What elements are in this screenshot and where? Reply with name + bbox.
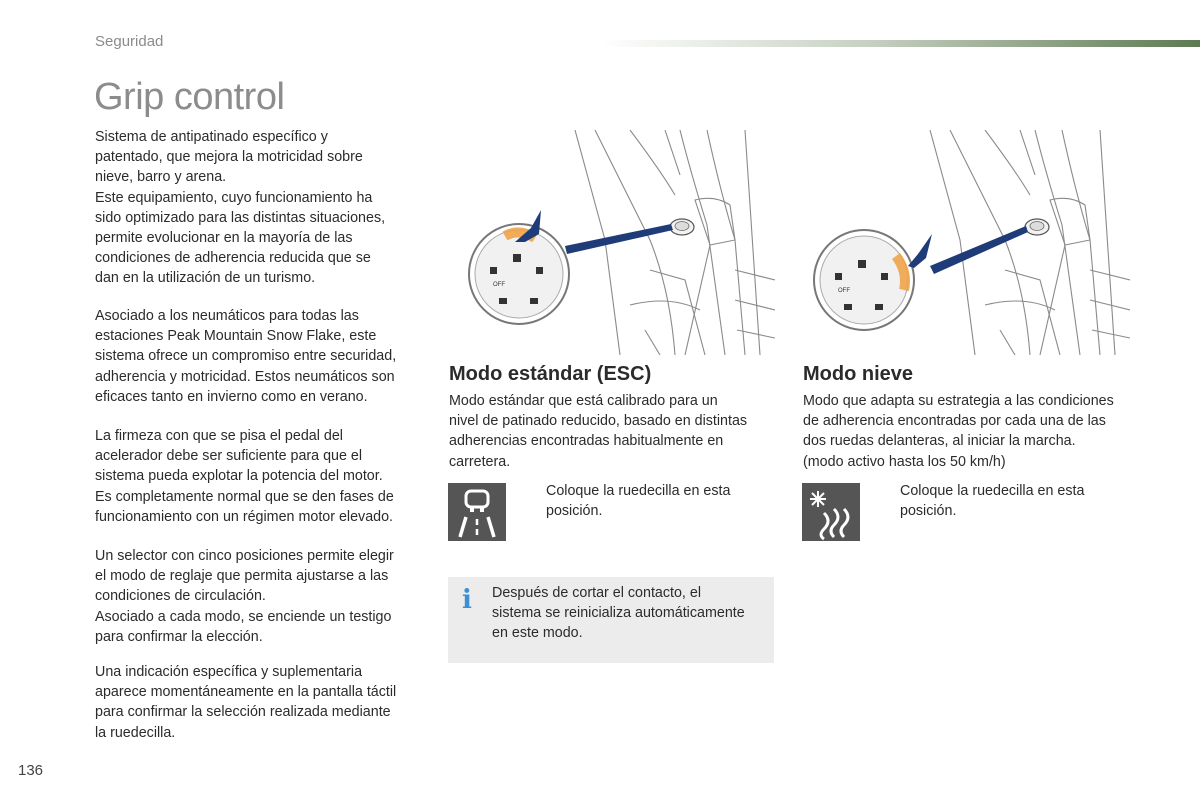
dial-off-label: OFF	[493, 282, 505, 288]
snow-mode-instruction: Coloque la ruedecilla en esta posición.	[900, 483, 1085, 520]
esc-mode-description: Modo estándar que está calibrado para un nivel de patinado reducido, basado en distintas adherencias encontradas habitualmente en carretera.	[449, 393, 748, 470]
snow-mode-icon	[802, 483, 860, 541]
esc-mode-icon	[448, 483, 506, 541]
snow-mode-description: Modo que adapta su estrategia a las condiciones de adherencia encontradas por cada una de las dos ruedas delanteras, al iniciar la marcha. (modo activo hasta los 50 km/h)	[803, 393, 1114, 470]
esc-mode-instruction: Coloque la ruedecilla en esta posición.	[546, 483, 731, 520]
tyres-paragraph: Asociado a los neumáticos para todas las estaciones Peak Mountain Snow Flake, este sistema ofrece un compromiso entre securidad, adherencia y motricidad. Estos neumáticos son eficaces tanto en invierno como en verano.	[95, 308, 397, 405]
page-number: 136	[18, 762, 44, 779]
esc-selector-illustration	[445, 130, 775, 355]
intro-paragraph: Sistema de antipatinado específico y patentado, que mejora la motricidad sobre nieve, barro y arena. Este equipamiento, cuyo funcionamiento ha sido optimizado para las distintas situaciones, permite evolucionar en la mayoría de las condiciones de adherencia reducida que se dan en la utilización de un turismo.	[95, 129, 386, 287]
info-box	[448, 577, 774, 663]
dial-off-label: OFF	[838, 288, 850, 294]
info-icon: i	[462, 585, 472, 615]
section-label: Seguridad	[95, 33, 164, 50]
header-accent-bar	[600, 40, 1200, 47]
esc-mode-title: Modo estándar (ESC)	[449, 363, 652, 385]
info-text: Después de cortar el contacto, el sistema se reinicializa automáticamente en este modo.	[492, 585, 745, 642]
selector-paragraph: Un selector con cinco posiciones permite elegir el modo de reglaje que permita ajustarse a las condiciones de circulación. Asociado a cada modo, se enciende un testigo para confirmar la elección.	[95, 548, 394, 645]
snow-selector-illustration	[800, 130, 1130, 355]
accelerator-paragraph: La firmeza con que se pisa el pedal del acelerador debe ser suficiente para que el sistema pueda explotar la potencia del motor. Es completamente normal que se den fases de funcionamiento con un régimen motor elevado.	[95, 428, 394, 525]
page-title: Grip control	[94, 76, 285, 118]
display-paragraph: Una indicación específica y suplementaria aparece momentáneamente en la pantalla táctil para confirmar la selección realizada mediante la ruedecilla.	[95, 664, 397, 741]
snow-mode-title: Modo nieve	[803, 363, 914, 385]
